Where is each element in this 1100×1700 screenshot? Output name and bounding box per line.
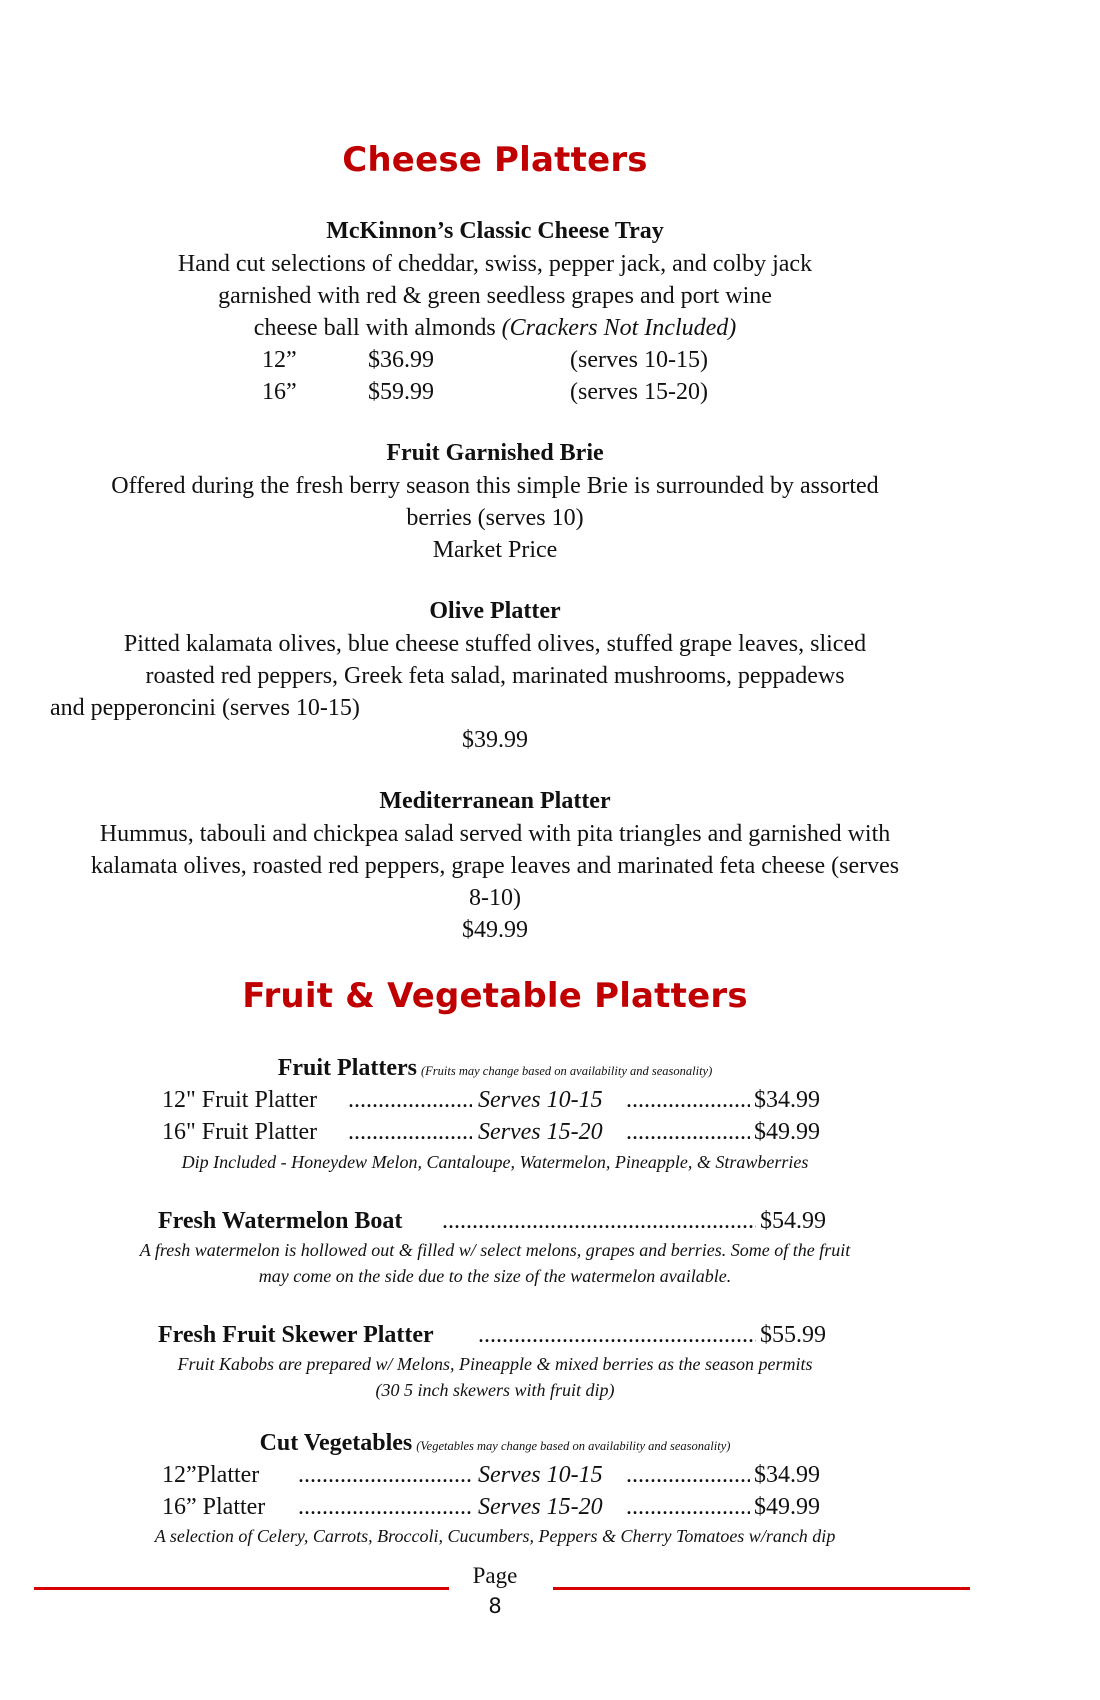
veg-row-16-serves: Serves 15-20 [478, 1494, 603, 1520]
veg-row-12-item: 12”Platter [162, 1462, 260, 1488]
olive-desc-3: and pepperoncini (serves 10-15) [50, 695, 360, 721]
vegetables-heading [0, 1430, 990, 1457]
veg-row-16-item: 16” Platter [162, 1494, 266, 1520]
mediterranean-desc-2: kalamata olives, roasted red peppers, grape leaves and marinated feta cheese (serves [90, 853, 900, 879]
veg-row-12-leader [298, 1462, 472, 1489]
mediterranean-price: $49.99 [462, 917, 528, 943]
fruit-row-12-price: $34.99 [754, 1087, 820, 1113]
veg-row-12-leader-2 [626, 1462, 750, 1489]
item-title-watermelon: Fresh Watermelon Boat [158, 1208, 403, 1234]
vegetables-footnote: A selection of Celery, Carrots, Broccoli, Cucumbers, Peppers & Cherry Tomatoes w/ranch dip [154, 1526, 836, 1546]
veg-row-12-serves: Serves 10-15 [478, 1462, 603, 1488]
veg-row-16-price: $49.99 [754, 1494, 820, 1520]
brie-desc-1: Offered during the fresh berry season this simple Brie is surrounded by assorted [111, 473, 879, 499]
fruit-row-16-price: $49.99 [754, 1119, 820, 1145]
veg-row-16-leader-2 [626, 1494, 750, 1521]
item-title-mediterranean: Mediterranean Platter [379, 788, 611, 814]
cheese-tray-desc-3 [0, 312, 990, 344]
item-title-skewer: Fresh Fruit Skewer Platter [158, 1322, 434, 1348]
cheese-tray-serves-12: (serves 10-15) [570, 347, 708, 373]
skewer-leader [478, 1322, 756, 1349]
vegetables-note: (Vegetables may change based on availability and seasonality) [416, 1439, 731, 1453]
fruit-platters-footnote: Dip Included - Honeydew Melon, Cantaloupe, Watermelon, Pineapple, & Strawberries [181, 1152, 809, 1172]
brie-desc-2: berries (serves 10) [406, 505, 584, 531]
fruit-row-16-leader-2 [626, 1119, 750, 1146]
item-title-fruit-platters: Fruit Platters [277, 1055, 417, 1081]
cheese-tray-size-12: 12” [262, 347, 297, 373]
fruit-platters-note: (Fruits may change based on availability and seasonality) [421, 1064, 713, 1078]
fruit-row-12-item: 12" Fruit Platter [162, 1087, 318, 1113]
cheese-tray-serves-16: (serves 15-20) [570, 379, 708, 405]
fruit-row-12-leader-2 [626, 1087, 750, 1114]
fruit-row-12-leader [348, 1087, 472, 1114]
mediterranean-desc-3: 8-10) [469, 885, 521, 911]
olive-desc-2: roasted red peppers, Greek feta salad, marinated mushrooms, peppadews [145, 663, 845, 689]
item-title-olive: Olive Platter [429, 598, 561, 624]
cheese-tray-desc-1: Hand cut selections of cheddar, swiss, pepper jack, and colby jack [177, 251, 813, 277]
cheese-tray-price-12: $36.99 [368, 347, 434, 373]
footer-page-number: 8 [488, 1594, 502, 1618]
skewer-desc-2: (30 5 inch skewers with fruit dip) [375, 1380, 615, 1400]
section-title-fruitveg: Fruit & Vegetable Platters [242, 976, 748, 1016]
cheese-tray-desc-2: garnished with red & green seedless grapes and port wine [218, 283, 772, 309]
fruit-row-16-item: 16" Fruit Platter [162, 1119, 318, 1145]
watermelon-leader [442, 1208, 756, 1235]
skewer-price: $55.99 [760, 1322, 826, 1348]
item-title-cheese-tray: McKinnon’s Classic Cheese Tray [326, 218, 664, 244]
fruit-row-12-serves: Serves 10-15 [478, 1087, 603, 1113]
watermelon-price: $54.99 [760, 1208, 826, 1234]
mediterranean-desc-1: Hummus, tabouli and chickpea salad served with pita triangles and garnished with [99, 821, 891, 847]
olive-price: $39.99 [462, 727, 528, 753]
item-title-brie: Fruit Garnished Brie [386, 440, 604, 466]
item-title-vegetables: Cut Vegetables [259, 1430, 413, 1456]
veg-row-16-leader [298, 1494, 472, 1521]
fruit-row-16-leader [348, 1119, 472, 1146]
veg-row-12-price: $34.99 [754, 1462, 820, 1488]
fruit-row-16-serves: Serves 15-20 [478, 1119, 603, 1145]
watermelon-desc-2: may come on the side due to the size of the watermelon available. [258, 1266, 732, 1286]
skewer-desc-1: Fruit Kabobs are prepared w/ Melons, Pineapple & mixed berries as the season permits [177, 1354, 813, 1374]
crackers-note: (Crackers Not Included) [501, 315, 737, 341]
watermelon-desc-1: A fresh watermelon is hollowed out & filled w/ select melons, grapes and berries. Some of the fruit [139, 1240, 851, 1260]
olive-desc-1: Pitted kalamata olives, blue cheese stuffed olives, stuffed grape leaves, sliced [123, 631, 867, 657]
cheese-tray-size-16: 16” [262, 379, 297, 405]
footer-page-label: Page [472, 1563, 518, 1588]
cheese-tray-price-16: $59.99 [368, 379, 434, 405]
section-title-cheese: Cheese Platters [342, 140, 648, 180]
fruit-platters-heading [0, 1055, 990, 1082]
brie-price: Market Price [432, 537, 558, 563]
cheese-tray-desc-3-text: cheese ball with almonds [253, 315, 496, 341]
